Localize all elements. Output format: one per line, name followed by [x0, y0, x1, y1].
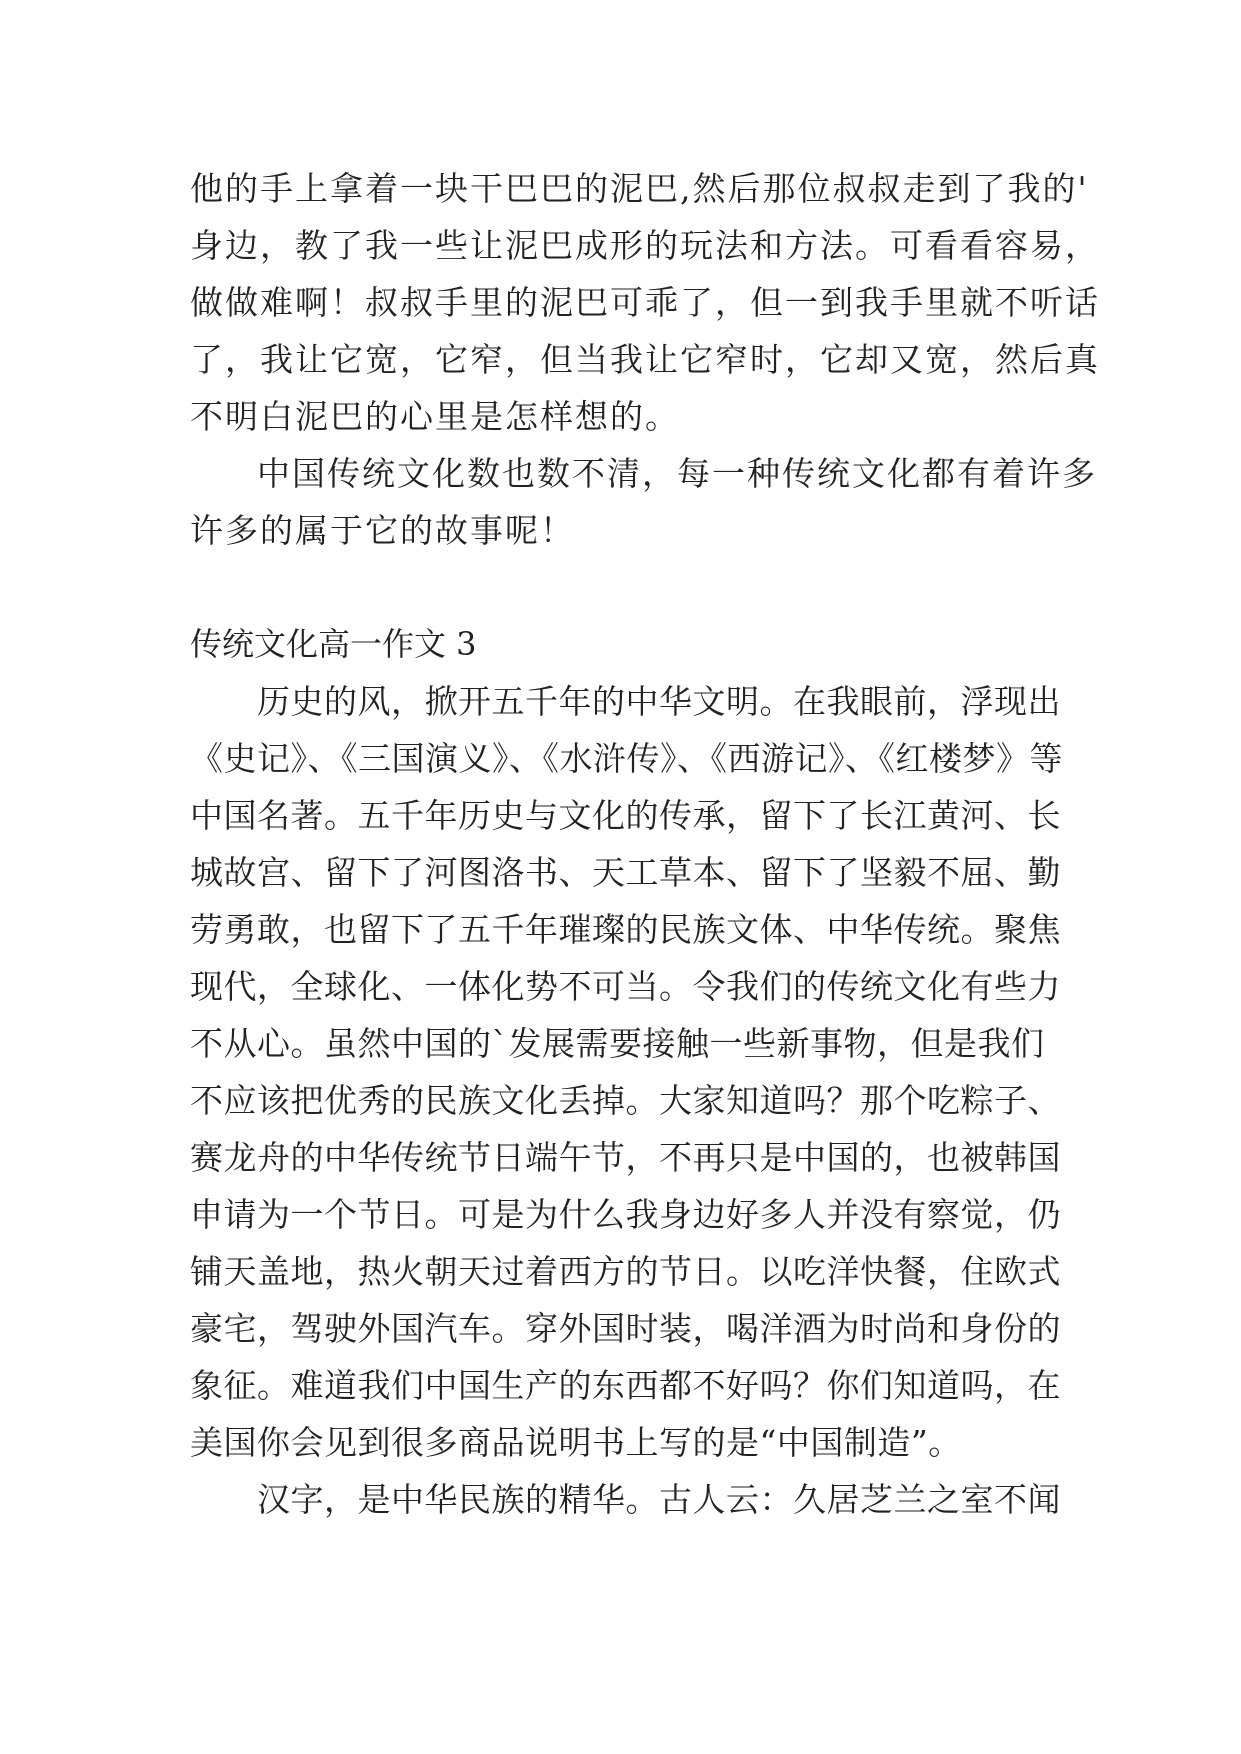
text-line: 不应该把优秀的民族文化丢掉。大家知道吗？那个吃粽子、: [190, 1081, 1061, 1120]
text-line: 不从心。虽然中国的`发展需要接触一些新事物，但是我们: [190, 1024, 1045, 1063]
text-line: 《史记》、《三国演义》、《水浒传》、《西游记》、《红楼梦》等: [190, 739, 1063, 778]
essay-paragraph-1: [190, 673, 1070, 1471]
text-line: 中国名著。五千年历史与文化的传承，留下了长江黄河、长: [190, 796, 1061, 835]
text-line: 做做难啊！叔叔手里的泥巴可乖了，但一到我手里就不听话: [190, 283, 1100, 322]
paragraph-continued: [190, 160, 1100, 445]
text-line: 汉字，是中华民族的精华。古人云：久居芝兰之室不闻: [257, 1480, 1061, 1519]
text-line: 他的手上拿着一块干巴巴的泥巴,然后那位叔叔走到了我的': [190, 169, 1089, 208]
text-line: 申请为一个节日。可是为什么我身边好多人并没有察觉，仍: [190, 1195, 1061, 1234]
text-line: 身边，教了我一些让泥巴成形的玩法和方法。可看看容易，: [190, 226, 1100, 265]
essay-heading: 传统文化高一作文 3: [190, 625, 477, 663]
text-line: 美国你会见到很多商品说明书上写的是“中国制造”。: [190, 1423, 962, 1462]
section-spacer: [190, 559, 1070, 616]
essay-paragraph-2: [190, 1471, 1070, 1528]
document-body: [190, 160, 1100, 1528]
text-line: 中国传统文化数也数不清，每一种传统文化都有着许多: [257, 454, 1097, 493]
text-line: 豪宅，驾驶外国汽车。穿外国时装，喝洋酒为时尚和身份的: [190, 1309, 1061, 1348]
text-line: 城故宫、留下了河图洛书、天工草本、留下了坚毅不屈、勤: [190, 853, 1061, 892]
text-line: 历史的风，掀开五千年的中华文明。在我眼前，浮现出: [257, 682, 1061, 721]
text-line: 赛龙舟的中华传统节日端午节，不再只是中国的，也被韩国: [190, 1138, 1061, 1177]
text-line: 许多的属于它的故事呢！: [190, 511, 575, 550]
text-line: 铺天盖地，热火朝天过着西方的节日。以吃洋快餐，住欧式: [190, 1252, 1061, 1291]
text-line: 了，我让它宽，它窄，但当我让它窄时，它却又宽，然后真: [190, 340, 1100, 379]
text-line: 象征。难道我们中国生产的东西都不好吗？你们知道吗，在: [190, 1366, 1061, 1405]
text-line: 现代，全球化、一体化势不可当。令我们的传统文化有些力: [190, 967, 1061, 1006]
paragraph-closing: [190, 445, 1097, 559]
text-line: 劳勇敢，也留下了五千年璀璨的民族文体、中华传统。聚焦: [190, 910, 1061, 949]
text-line: 不明白泥巴的心里是怎样想的。: [190, 397, 680, 436]
